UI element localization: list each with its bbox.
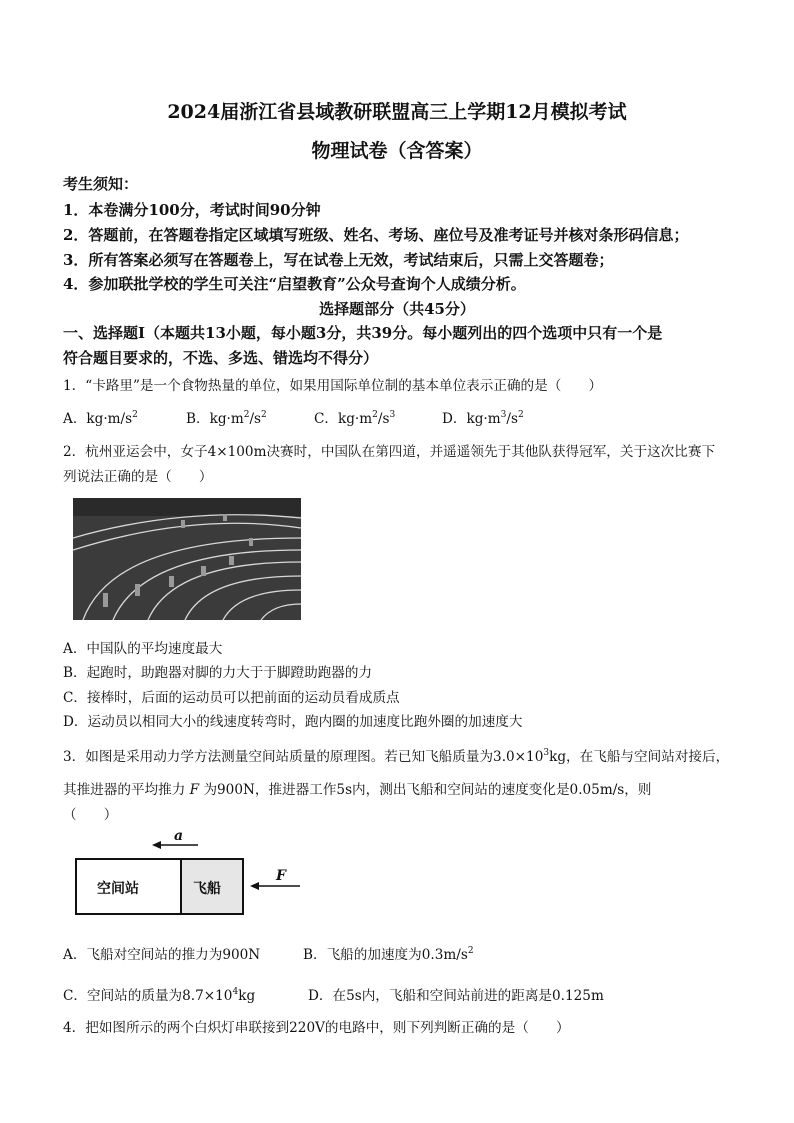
q3-option-d: D．在5s内，飞船和空间站前进的距离是0.125m [308, 988, 604, 1004]
q3-option-b: B．飞船的加速度为$0.3m/s^2$ [303, 946, 474, 963]
q4-stem: 4．把如图所示的两个白炽灯串联接到220V的电路中，则下列判断正确的是（ ） [63, 1020, 570, 1036]
q1-option-b: B．$kg\cdot m^2/s^2$ [186, 410, 267, 427]
notice-item-4: 4．参加联批学校的学生可关注“启望教育”公众号查询个人成绩分析。 [63, 275, 526, 293]
notice-item-3: 3．所有答案必须写在答题卷上，写在试卷上无效，考试结束后，只需上交答题卷； [63, 251, 614, 269]
q3-option-a: A．飞船对空间站的推力为900N [63, 947, 261, 963]
exam-title: 2024届浙江省县域教研联盟高三上学期12月模拟考试 [167, 101, 627, 123]
acceleration-label: a [174, 828, 184, 844]
q2-stem-line1: 2．杭州亚运会中，女子4×100m决赛时，中国队在第四道，并遥遥领先于其他队获得冠军，关于这次比赛下 [63, 444, 716, 460]
q2-option-a: A．中国队的平均速度最大 [63, 641, 223, 657]
q1-option-d: D．$kg\cdot m^3/s^2$ [442, 410, 524, 427]
section-heading: 选择题部分（共45分） [319, 300, 475, 318]
q3-option-c: C．空间站的质量为$8.7\times 10^4kg$ [63, 987, 256, 1004]
spaceship-label: 飞船 [193, 881, 221, 897]
q1-option-c: C．$kg\cdot m^2/s^3$ [314, 410, 396, 427]
force-arrow-icon [250, 881, 302, 891]
q1-option-a: A．$kg\cdot m/s^2$ [63, 410, 138, 427]
notice-item-2: 2．答题前，在答题卷指定区域填写班级、姓名、考场、座位号及准考证号并核对条形码信息； [63, 226, 689, 244]
part1-instructions-line1: 一、选择题Ⅰ（本题共13小题，每小题3分，共39分。每小题列出的四个选项中只有一个是 [63, 324, 663, 342]
q3-stem-line2: 其推进器的平均推力 F 为900N，推进器工作5s内，测出飞船和空间站的速度变化是0.05m/s，则 [63, 782, 652, 798]
q3-stem-line1: 3．如图是采用动力学方法测量空间站质量的原理图。若已知飞船质量为$3.0\times 10^3kg$，在飞船与空间站对接后， [63, 748, 730, 765]
q2-stem-line2: 列说法正确的是（ ） [63, 469, 213, 485]
exam-subtitle: 物理试卷（含答案） [311, 140, 483, 162]
q2-option-b: B．起跑时，助跑器对脚的力大于于脚蹬助跑器的力 [63, 665, 373, 681]
q2-option-d: D．运动员以相同大小的线速度转弯时，跑内圈的加速度比跑外圈的加速度大 [63, 714, 523, 730]
relay-race-photo [73, 498, 301, 620]
force-label: F [276, 868, 286, 884]
part1-instructions-line2: 符合题目要求的，不选、多选、错选均不得分） [63, 349, 379, 367]
notice-heading: 考生须知： [63, 175, 139, 193]
acceleration-arrow-icon [152, 840, 200, 850]
space-station-label: 空间站 [97, 881, 139, 897]
running-track-illustration [73, 498, 301, 620]
q2-option-c: C．接棒时，后面的运动员可以把前面的运动员看成质点 [63, 690, 400, 706]
notice-item-1: 1．本卷满分100分，考试时间90分钟 [63, 201, 321, 219]
q3-stem-line3: （ ） [63, 807, 118, 823]
q1-stem: 1．“卡路里”是一个食物热量的单位，如果用国际单位制的基本单位表示正确的是（ ） [63, 378, 603, 394]
